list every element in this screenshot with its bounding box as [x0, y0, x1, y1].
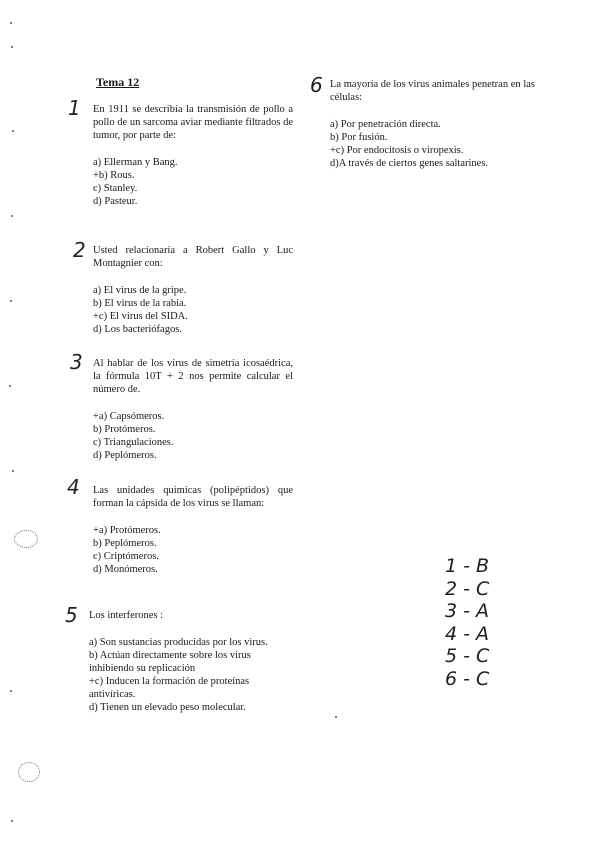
- question-3: [93, 357, 293, 462]
- question-6: [330, 78, 535, 170]
- option-list: [89, 636, 293, 714]
- question-stem: Al hablar de los virus de simetría icosaédrica, la fórmula 10T + 2 nos permite calcular el número de.: [93, 358, 293, 395]
- option-list: [93, 410, 293, 462]
- answer-5: 5 - C: [445, 645, 490, 667]
- answer-3: 3 - A: [445, 600, 490, 622]
- answer-1: 1 - B: [445, 555, 490, 577]
- option-list: [330, 118, 535, 170]
- question-stem: La mayoría de los virus animales penetran en las células:: [330, 79, 535, 103]
- option-a: a) Ellerman y Bang.: [93, 157, 178, 168]
- punch-hole-mark: [18, 762, 40, 782]
- option-b: b) El virus de la rabia.: [93, 298, 187, 309]
- option-c: +c) El virus del SIDA.: [93, 311, 188, 322]
- option-c: +c) Inducen la formación de proteínas antivíricas.: [89, 676, 250, 700]
- handwritten-number-6: 6: [310, 73, 323, 97]
- scan-speck: [10, 22, 12, 24]
- option-d: d) Pasteur.: [93, 196, 138, 207]
- option-list: [93, 284, 293, 336]
- option-b: b) Protómeros.: [93, 424, 156, 435]
- scan-speck: [10, 300, 12, 302]
- option-b: b) Peplómeros.: [93, 538, 157, 549]
- option-d: d) Monómeros.: [93, 564, 158, 575]
- scan-speck: [10, 690, 12, 692]
- handwritten-number-2: 2: [73, 238, 86, 262]
- option-d: d) Los bacteriófagos.: [93, 324, 182, 335]
- scan-speck: [12, 470, 14, 472]
- answer-6: 6 - C: [445, 667, 490, 690]
- handwritten-number-5: 5: [65, 603, 78, 627]
- punch-hole-mark: [14, 530, 38, 548]
- handwritten-number-4: 4: [67, 475, 80, 499]
- question-5: [89, 609, 293, 714]
- option-a: +a) Protómeros.: [93, 525, 161, 536]
- option-list: [93, 156, 293, 208]
- option-d: d) Tienen un elevado peso molecular.: [89, 702, 246, 713]
- scan-speck: [11, 46, 13, 48]
- scan-speck: [11, 820, 13, 822]
- scan-speck: [12, 130, 14, 132]
- option-b: +b) Rous.: [93, 170, 135, 181]
- question-1: [93, 103, 293, 208]
- question-2: [93, 244, 293, 336]
- page-title: Tema 12: [96, 75, 140, 89]
- scan-speck: [335, 716, 337, 718]
- option-d: d) Peplómeros.: [93, 450, 157, 461]
- handwritten-number-1: 1: [68, 96, 81, 120]
- scan-speck: [9, 385, 11, 387]
- question-4: [93, 484, 293, 576]
- option-b: b) Actúan directamente sobre los virus inhibiendo su replicación: [89, 650, 251, 674]
- question-stem: Los interferones :: [89, 610, 164, 621]
- option-list: [93, 524, 293, 576]
- question-stem: En 1911 se describía la transmisión de pollo a pollo de un sarcoma aviar mediante filtrados de tumor, por parte de:: [93, 104, 293, 141]
- option-c: c) Triangulaciones.: [93, 437, 174, 448]
- answer-2: 2 - C: [445, 577, 490, 600]
- option-a: a) Por penetración directa.: [330, 119, 441, 130]
- option-c: c) Stanley.: [93, 183, 138, 194]
- option-b: b) Por fusión.: [330, 132, 388, 143]
- handwritten-answer-key: [445, 555, 489, 690]
- option-a: +a) Capsómeros.: [93, 411, 165, 422]
- option-c: +c) Por endocitosis o viropexis.: [330, 145, 464, 156]
- question-stem: Usted relacionaría a Robert Gallo y Luc Montagnier con:: [93, 245, 293, 269]
- scan-speck: [11, 215, 13, 217]
- option-d: d)A través de ciertos genes saltarines.: [330, 158, 489, 169]
- option-a: a) El virus de la gripe.: [93, 285, 187, 296]
- option-a: a) Son sustancias producidas por los virus.: [89, 637, 268, 648]
- answer-4: 4 - A: [445, 622, 490, 645]
- handwritten-number-3: 3: [70, 350, 83, 374]
- option-c: c) Criptómeros.: [93, 551, 159, 562]
- question-stem: Las unidades químicas (polipéptidos) que forman la cápsida de los virus se llaman:: [93, 485, 293, 509]
